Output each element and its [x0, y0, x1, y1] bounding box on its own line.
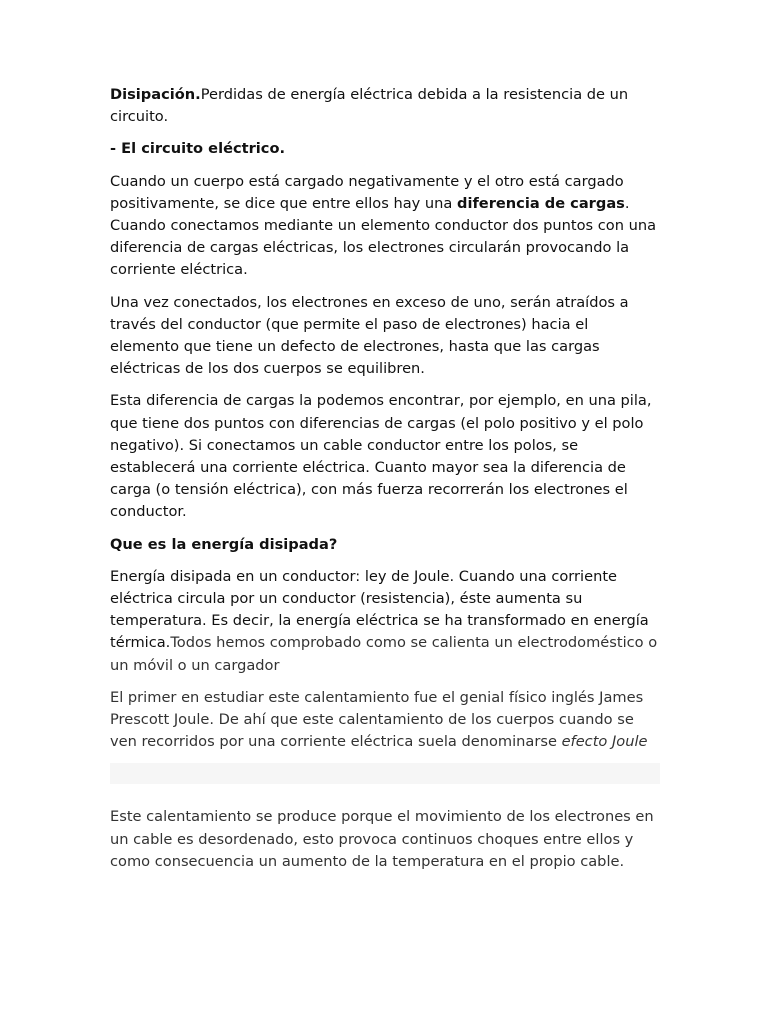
text-after: . Cuando conectamos mediante un elemento conductor dos puntos con una diferencia de cargas eléctricas, los electrones circularán provocando la corriente eléctrica. — [110, 194, 657, 279]
paragraph-pila: Esta diferencia de cargas la podemos encontrar, por ejemplo, en una pila, que tiene dos puntos con diferencias de cargas (el polo positivo y el polo negativo). Si conectamos un cable conductor entre los polos, se establecerá una corriente eléctrica. Cuanto mayor sea la diferencia de carga (o tensión eléctrica), con más fuerza recorrerán los electrones el conductor. — [110, 392, 652, 521]
bold-diferencia-de-cargas: diferencia de cargas — [457, 194, 625, 212]
paragraph-conectados: Una vez conectados, los electrones en exceso de uno, serán atraídos a través del conductor (que permite el paso de electrones) hacia el elemento que tiene un defecto de electrones, hasta que las cargas eléctricas de los dos cuerpos se equilibren. — [110, 293, 629, 378]
document-page — [110, 84, 660, 883]
paragraph-ley-joule — [110, 566, 660, 677]
shaded-spacer — [110, 763, 660, 784]
heading-circuito-electrico: - El circuito eléctrico. — [110, 140, 286, 158]
heading-energia-disipada: Que es la energía disipada? — [110, 535, 338, 553]
term-disipacion: Disipación. — [110, 86, 201, 103]
paragraph-james-joule — [110, 687, 660, 754]
italic-efecto-joule: efecto Joule — [561, 733, 648, 751]
definition-disipacion: Perdidas de energía eléctrica debida a la resistencia de un circuito. — [110, 86, 629, 126]
text-james-joule: El primer en estudiar este calentamiento fue el genial físico inglés James Prescott Joule. De ahí que este calentamiento de los cuerpos cuando se ven recorridos por una corriente eléctrica suela denominarse — [110, 688, 644, 751]
paragraph-diferencia-cargas — [110, 171, 660, 282]
text-before: Cuando un cuerpo está cargado negativamente y el otro está cargado positivamente, se dice que entre ellos hay una — [110, 172, 624, 212]
paragraph-calentamiento: Este calentamiento se produce porque el movimiento de los electrones en un cable es desordenado, esto provoca continuos choques entre ellos y como consecuencia un aumento de la temperatura en el propio cable. — [110, 808, 654, 870]
text-electrodomestico: Todos hemos comprobado como se calienta un electrodoméstico o un móvil o un cargador — [110, 634, 658, 674]
text-ley-joule: Energía disipada en un conductor: ley de Joule. Cuando una corriente eléctrica circula por un conductor (resistencia), éste aumenta su temperatura. Es decir, la energía eléctrica se ha transformado en energía térmica. — [110, 567, 649, 652]
paragraph-disipacion — [110, 84, 660, 128]
